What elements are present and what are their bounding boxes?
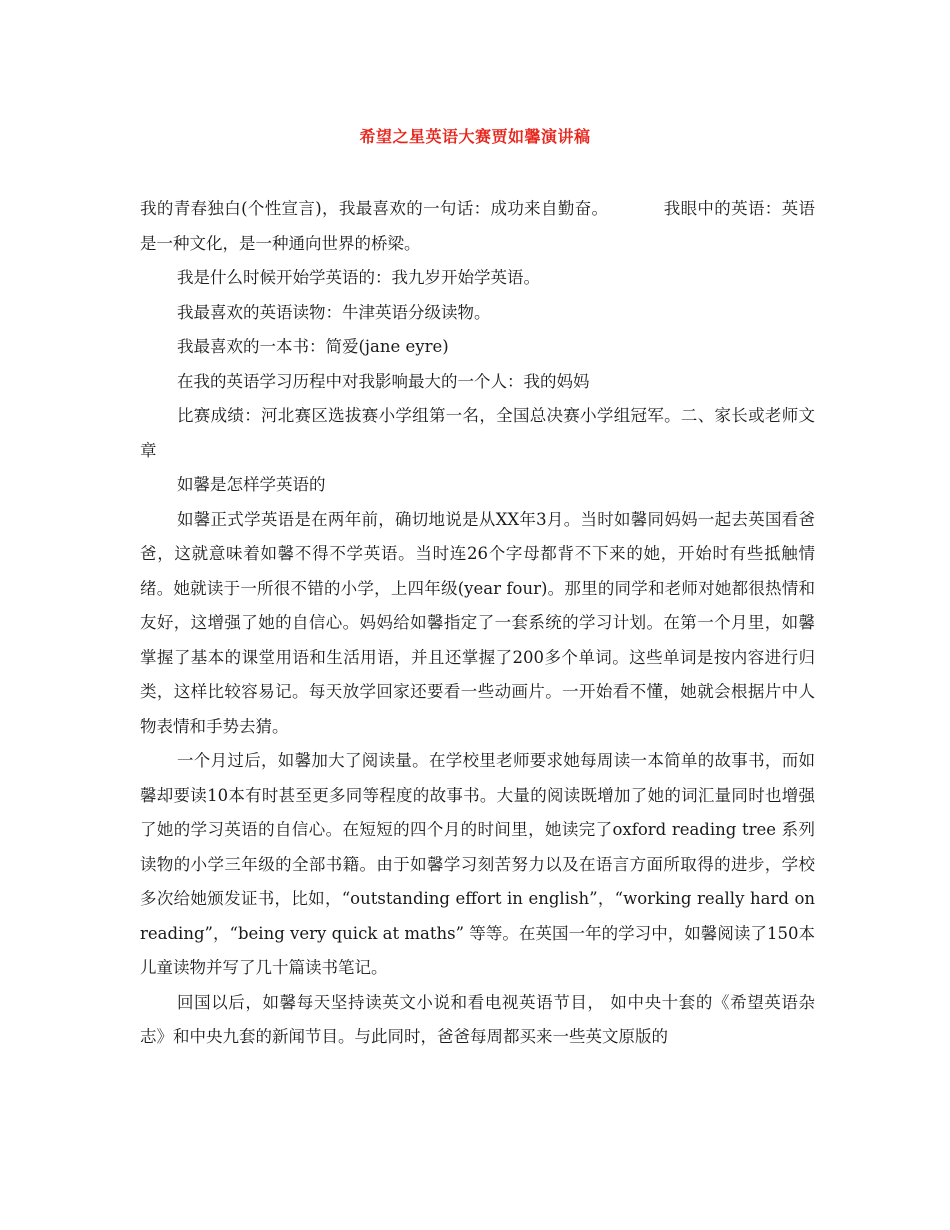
paragraph-7: 如馨正式学英语是在两年前，确切地说是从XX年3月。当时如馨同妈妈一起去英国看爸爸，这就意味着如馨不得不学英语。当时连26个字母都背不下来的她，开始时有些抵触情绪。她就读于一所很不错的小学，上四年级(year four)。那里的同学和老师对她都很热情和友好，这增强了她的自信心。妈妈给如馨指定了一套系统的学习计划。在第一个月里，如馨掌握了基本的课堂用语和生活用语，并且还掌握了200多个单词。这些单词是按内容进行归类，这样比较容易记。每天放学回家还要看一些动画片。一开始看不懂，她就会根据片中人物表情和手势去猜。 (140, 509, 815, 736)
paragraph-1: 我是什么时候开始学英语的：我九岁开始学英语。 (177, 268, 540, 287)
paragraph-4: 在我的英语学习历程中对我影响最大的一个人：我的妈妈 (177, 371, 590, 391)
section-heading: 如馨是怎样学英语的 (177, 475, 326, 494)
document-title: 希望之星英语大赛贾如馨演讲稿 (359, 127, 591, 146)
paragraph-5: 比赛成绩：河北赛区选拔赛小学组第一名，全国总决赛小学组冠军。二、家长或老师文章 (140, 406, 815, 460)
paragraph-3: 我最喜欢的一本书：简爱(jane eyre) (177, 337, 449, 356)
intro-paragraph (140, 192, 815, 261)
intro-part-2: 我眼中的英语：英语是一种文化，是一种通向世界的桥梁。 (140, 199, 815, 253)
paragraph-8: 一个月过后，如馨加大了阅读量。在学校里老师要求她每周读一本简单的故事书，而如馨却要读10本有时甚至更多同等程度的故事书。大量的阅读既增加了她的词汇量同时也增强了她的学习英语的自信心。在短短的四个月的时间里，她读完了oxford reading tree 系列读物的小学三年级的全部书籍。由于如馨学习刻苦努力以及在语言方面所取得的进步，学校多次给她颁发证书，比如，“outstanding effort in english”，“working really hard on reading”，“being very quick at maths” 等等。在英国一年的学习中，如馨阅读了150本儿童读物并写了几十篇读书笔记。 (140, 751, 815, 977)
intro-part-1: 我的青春独白(个性宣言)，我最喜欢的一句话：成功来自勤奋。 (140, 199, 609, 218)
paragraph-2: 我最喜欢的英语读物：牛津英语分级读物。 (177, 302, 491, 322)
document-body (140, 192, 815, 1055)
paragraph-9: 回国以后，如馨每天坚持读英文小说和看电视英语节目， 如中央十套的《希望英语杂志》和中央九套的新闻节目。与此同时，爸爸每周都买来一些英文原版的 (140, 992, 815, 1046)
